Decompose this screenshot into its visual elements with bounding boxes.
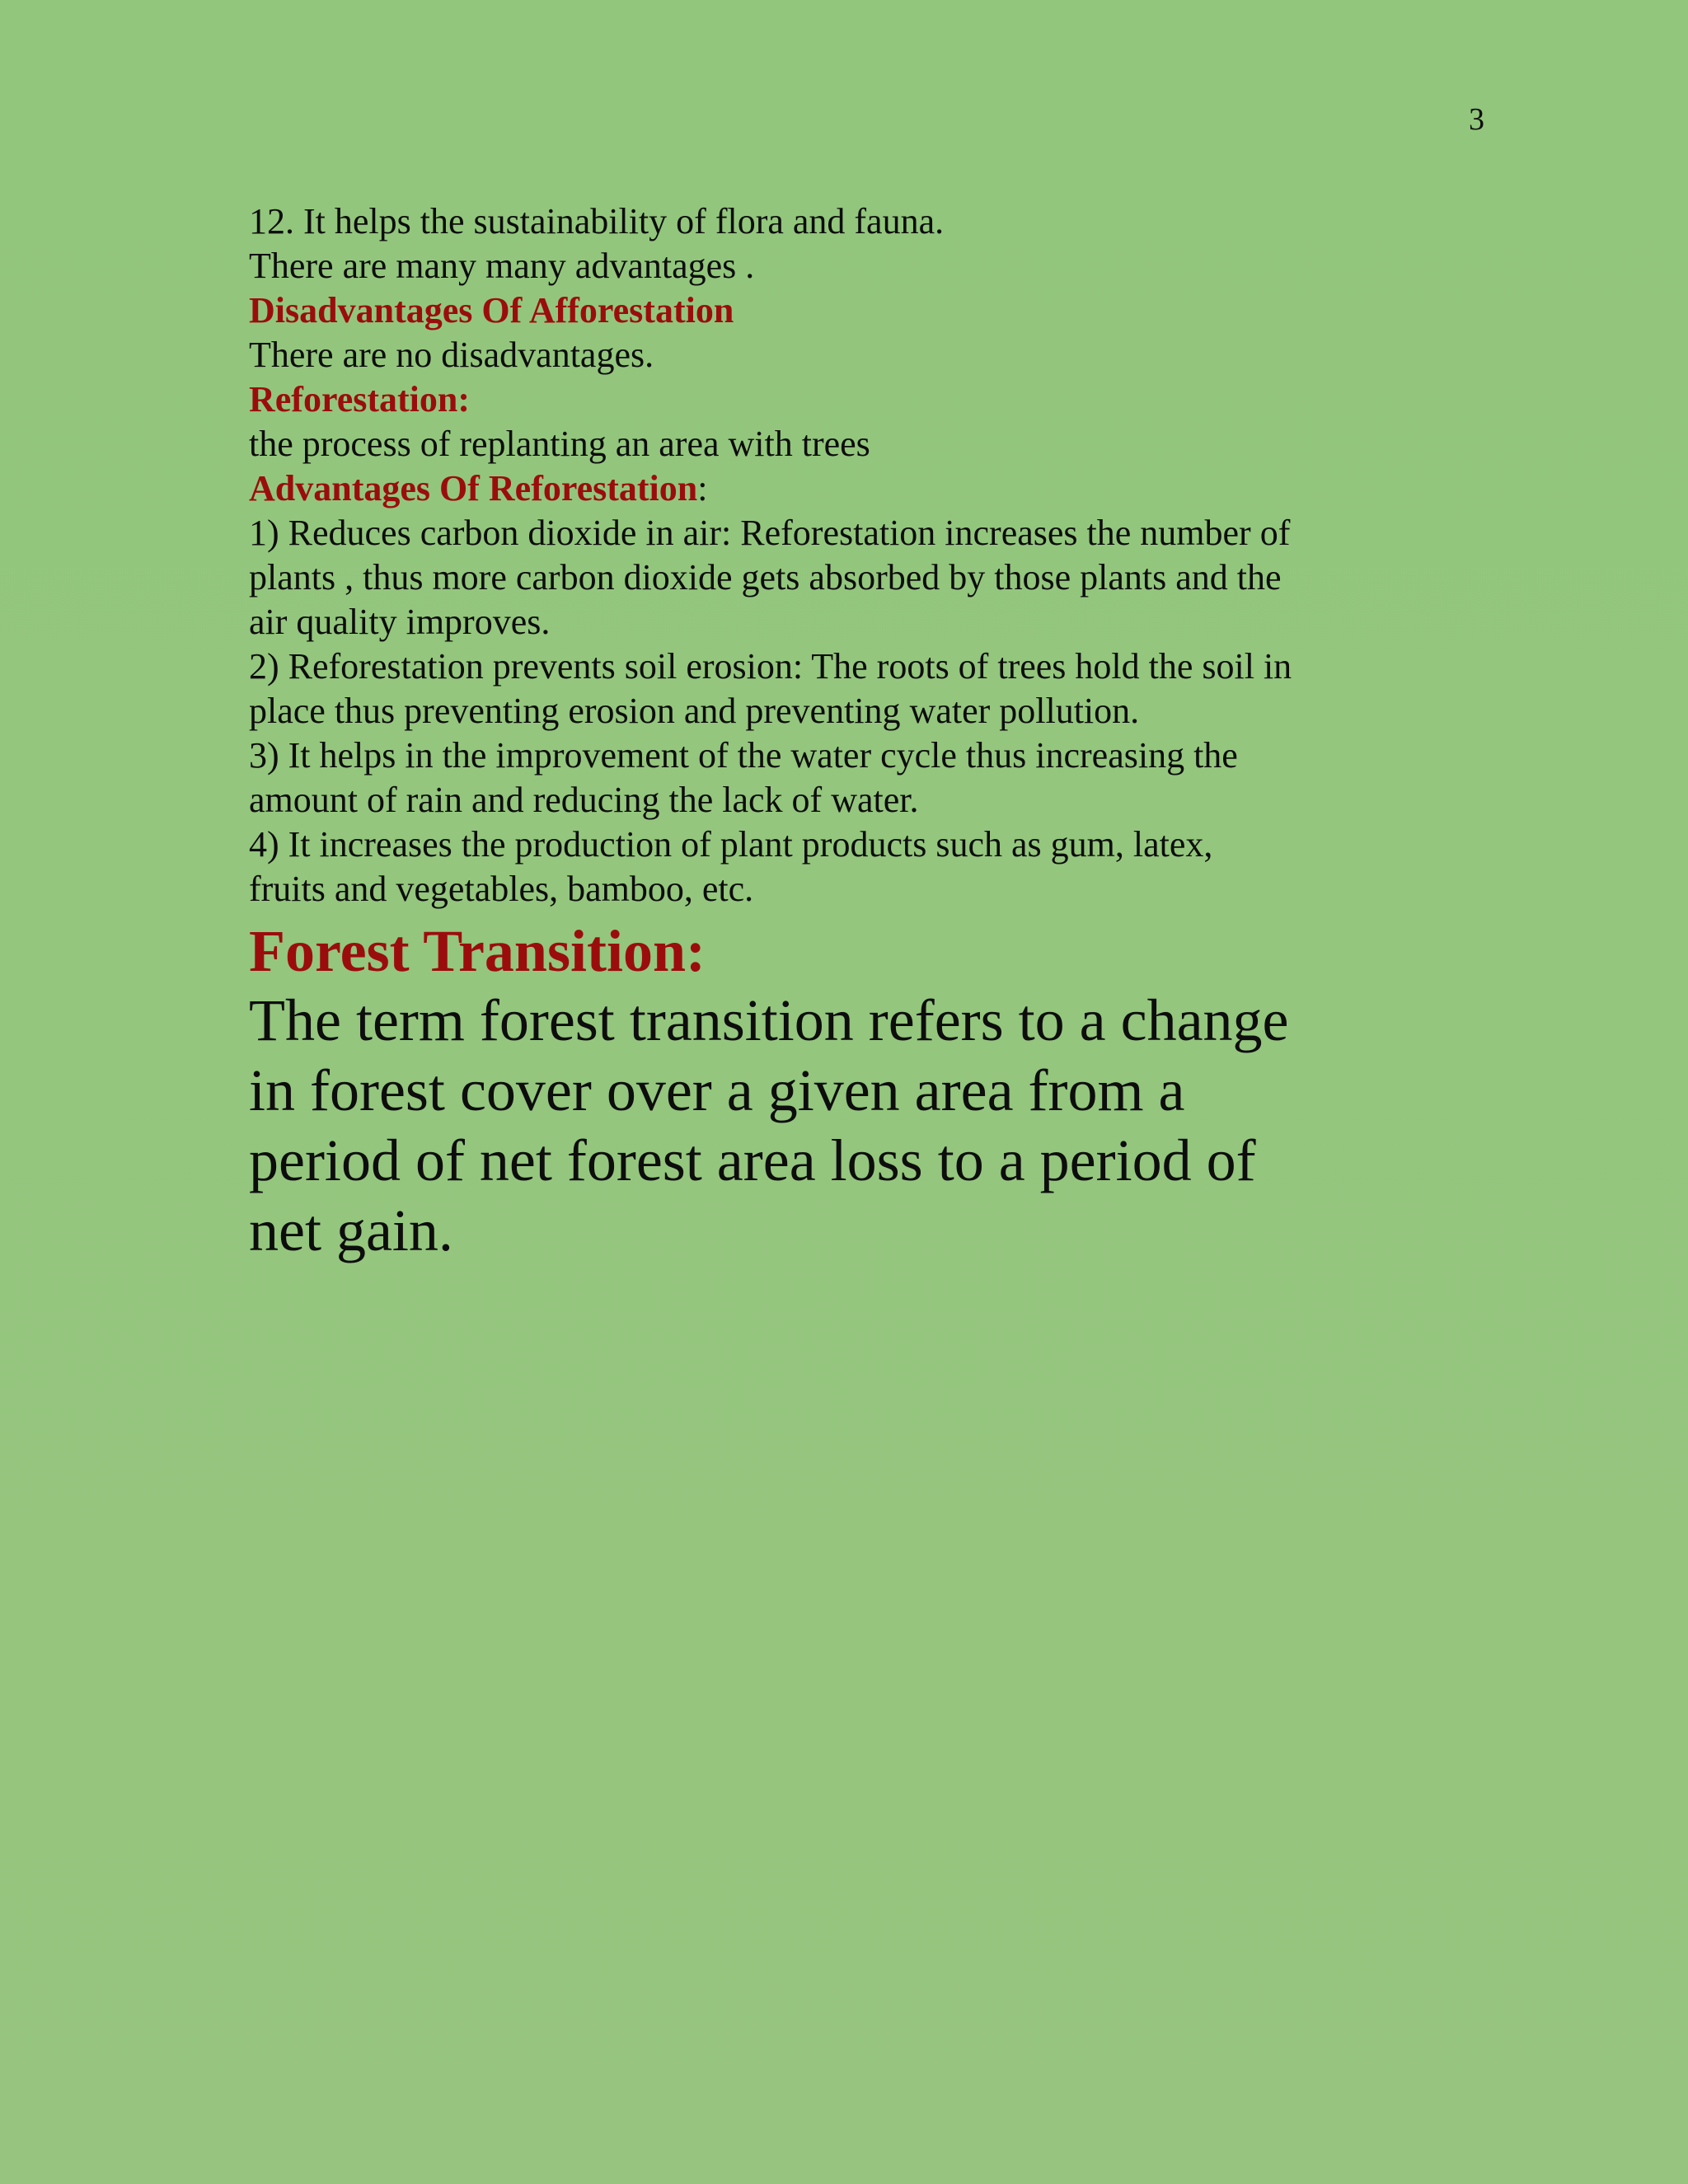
list-item-line: 1) Reduces carbon dioxide in air: Reforestation increases the number of [249,513,1291,553]
list-item-line: place thus preventing erosion and preventing water pollution. [249,691,1140,731]
heading-advantages-text: Advantages Of Reforestation [249,468,698,509]
page-number: 3 [1469,102,1484,137]
forest-transition-text-line: in forest cover over a given area from a [249,1057,1185,1123]
forest-transition-text-line: period of net forest area loss to a period of [249,1127,1256,1193]
list-item-line: fruits and vegetables, bamboo, etc. [249,869,754,909]
text-line: the process of replanting an area with trees [249,424,870,464]
text-line: There are no disadvantages. [249,335,654,375]
list-item-line: air quality improves. [249,602,551,642]
heading-reforestation: Reforestation: [249,379,470,419]
text-line: 12. It helps the sustainability of flora and fauna. [249,201,945,241]
heading-advantages-colon: : [697,468,708,509]
forest-transition-text-line: The term forest transition refers to a change [249,987,1289,1053]
list-item-line: 4) It increases the production of plant products such as gum, latex, [249,824,1213,865]
heading-advantages-reforestation [249,466,1419,511]
list-item-line: 3) It helps in the improvement of the water cycle thus increasing the [249,735,1238,776]
list-item-line: amount of rain and reducing the lack of water. [249,780,919,820]
forest-transition-text-line: net gain. [249,1197,453,1263]
text-line: There are many many advantages . [249,246,755,286]
list-item-line: 2) Reforestation prevents soil erosion: The roots of trees hold the soil in [249,646,1292,687]
list-item-line: plants , thus more carbon dioxide gets absorbed by those plants and the [249,557,1282,598]
heading-disadvantages-afforestation: Disadvantages Of Afforestation [249,290,734,330]
page-content [249,199,1419,1266]
heading-forest-transition: Forest Transition: [249,918,706,984]
